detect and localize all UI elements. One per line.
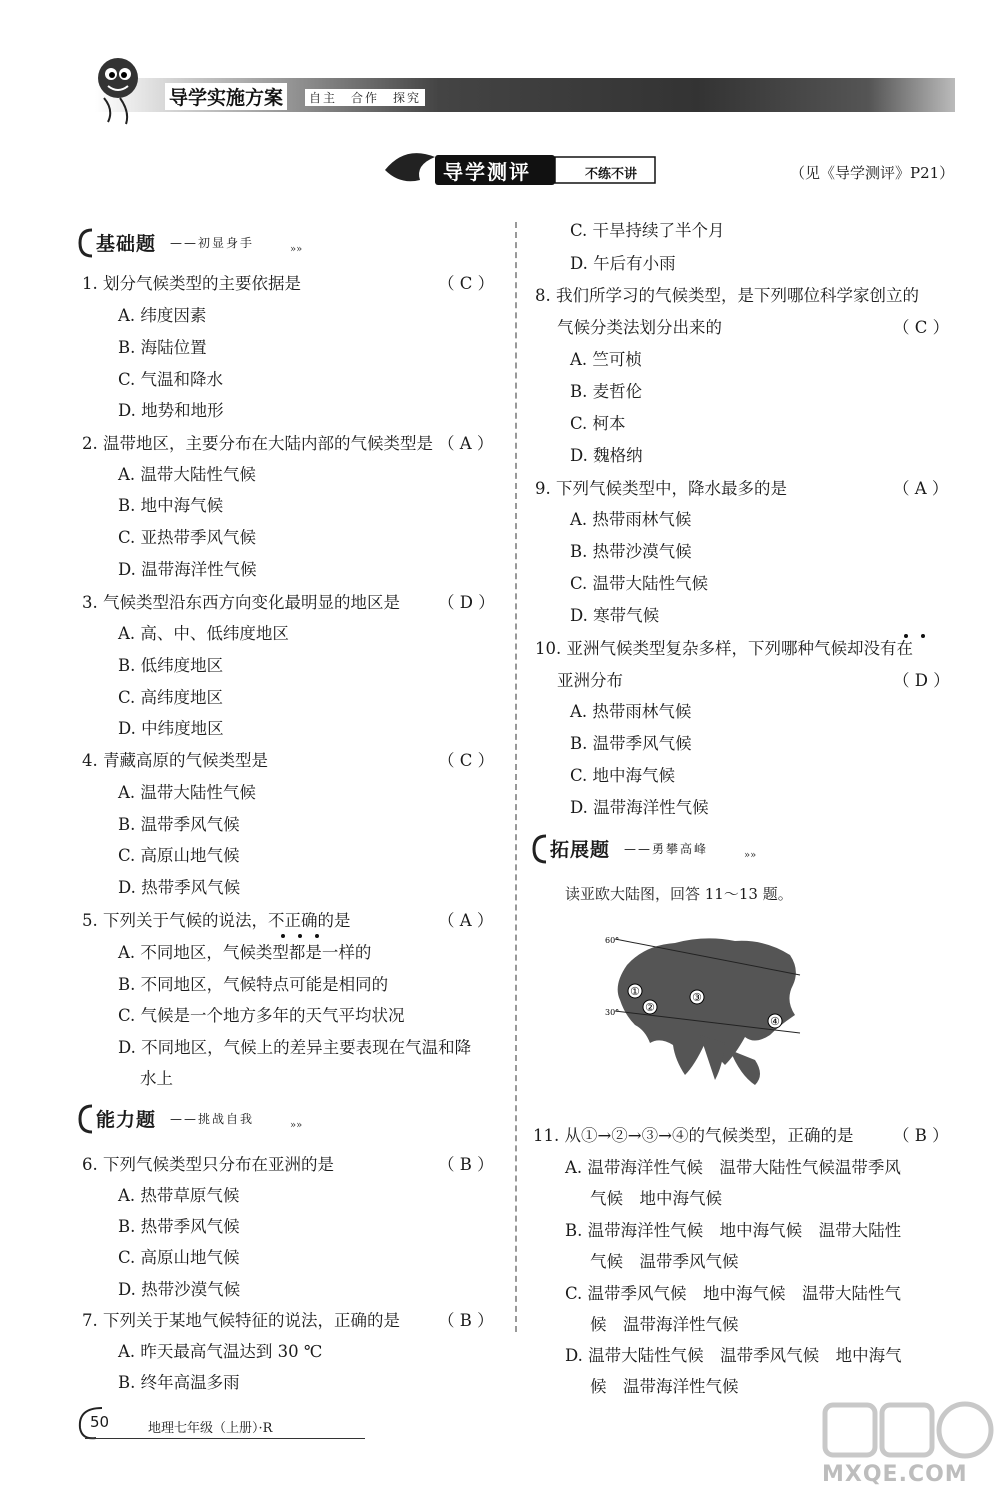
- question-answer: （ D ）: [893, 671, 950, 690]
- option: A. 温带大陆性气候: [118, 783, 256, 802]
- option: C. 高原山地气候: [118, 1248, 240, 1267]
- svg-text:»»: »»: [290, 244, 303, 255]
- map-marker-2: ②: [645, 1001, 655, 1014]
- question-stem: 10. 亚洲气候类型复杂多样，下列哪种气候却没有在: [535, 639, 913, 658]
- question-stem: 9. 下列气候类型中，降水最多的是: [535, 479, 787, 498]
- footer-rule: [85, 1438, 365, 1439]
- section-basic: [78, 226, 318, 260]
- option: B. 热带季风气候: [118, 1217, 240, 1236]
- option: B. 温带季风气候: [570, 734, 692, 753]
- question-stem: 4. 青藏高原的气候类型是: [82, 751, 268, 770]
- option: A. 热带草原气候: [118, 1186, 240, 1205]
- option: D. 温带海洋性气候: [570, 798, 709, 817]
- option: C. 高纬度地区: [118, 688, 224, 707]
- section-title: 能力题: [96, 1109, 157, 1131]
- option-continued: 气候 地中海气候: [590, 1189, 722, 1208]
- question-answer: （ D ）: [438, 593, 495, 612]
- banner-title: 导学测评: [443, 160, 531, 184]
- option: B. 海陆位置: [118, 338, 207, 357]
- option: B. 不同地区，气候特点可能是相同的: [118, 975, 389, 994]
- question-answer: （ B ）: [438, 1311, 494, 1330]
- question-answer: （ C ）: [893, 318, 950, 337]
- map-marker-4: ④: [770, 1015, 780, 1028]
- emphasis-dot: [904, 634, 908, 638]
- question-answer: （ A ）: [438, 434, 494, 453]
- option: A. 竺可桢: [570, 350, 642, 369]
- page-number: 50: [90, 1413, 110, 1431]
- section-title: 基础题: [96, 233, 157, 255]
- option: A. 热带雨林气候: [570, 702, 692, 721]
- option: A. 昨天最高气温达到 30 ℃: [118, 1342, 323, 1361]
- question-stem: 6. 下列气候类型只分布在亚洲的是: [82, 1155, 334, 1174]
- reference-note: （见《导学测评》P21）: [790, 164, 955, 182]
- option: D. 中纬度地区: [118, 719, 224, 738]
- header-title: 导学实施方案: [165, 83, 287, 110]
- section-subtitle: ——挑战自我: [170, 1112, 255, 1126]
- option: D. 热带季风气候: [118, 878, 241, 897]
- option: A. 温带大陆性气候: [118, 465, 256, 484]
- header-subtitle: 自主 合作 探究: [305, 89, 425, 106]
- question-answer: （ C ）: [438, 751, 495, 770]
- option: D. 不同地区，气候上的差异主要表现在气温和降: [118, 1038, 472, 1057]
- option: C. 温带季风气候 地中海气候 温带大陆性气: [565, 1284, 902, 1303]
- question-stem: 7. 下列关于某地气候特征的说法，正确的是: [82, 1311, 400, 1330]
- option: A. 温带海洋性气候 温带大陆性气候温带季风: [565, 1158, 901, 1177]
- option: D. 温带大陆性气候 温带季风气候 地中海气: [565, 1346, 902, 1365]
- option: B. 低纬度地区: [118, 656, 224, 675]
- column-divider: [515, 222, 517, 1332]
- mascot-icon: [80, 50, 160, 130]
- latitude-label-30: 30°: [605, 1008, 620, 1017]
- question-answer: （ A ）: [438, 911, 494, 930]
- latitude-label-60: 60°: [605, 936, 620, 945]
- option: D. 午后有小雨: [570, 254, 676, 273]
- footer-book-title: 地理七年级（上册）·R: [148, 1421, 273, 1436]
- option: C. 柯本: [570, 414, 626, 433]
- option: D. 寒带气候: [570, 606, 660, 625]
- question-stem: 2. 温带地区，主要分布在大陆内部的气候类型是: [82, 434, 433, 453]
- option: B. 麦哲伦: [570, 382, 643, 401]
- option: C. 气温和降水: [118, 370, 224, 389]
- map-marker-3: ③: [692, 991, 702, 1004]
- option: C. 亚热带季风气候: [118, 528, 257, 547]
- question-stem: 5. 下列关于气候的说法，不正确的是: [82, 911, 351, 930]
- section-title: 拓展题: [550, 839, 611, 861]
- option-continued: 气候 温带季风气候: [590, 1252, 739, 1271]
- question-stem-continued: 亚洲分布: [557, 671, 623, 690]
- emphasis-dot: [298, 934, 302, 938]
- emphasis-dot: [281, 934, 285, 938]
- question-stem: 11. 从①→②→③→④的气候类型，正确的是: [533, 1126, 854, 1145]
- section-extend: [532, 832, 772, 866]
- question-answer: （ A ）: [893, 479, 949, 498]
- question-answer: （ B ）: [438, 1155, 494, 1174]
- option: A. 不同地区，气候类型都是一样的: [118, 943, 372, 962]
- option: A. 纬度因素: [118, 306, 207, 325]
- section-ability: [78, 1102, 318, 1136]
- question-stem: 1. 划分气候类型的主要依据是: [82, 274, 301, 293]
- emphasis-dot: [315, 934, 319, 938]
- option: B. 地中海气候: [118, 496, 224, 515]
- watermark-text: MXQE.COM: [822, 1462, 968, 1487]
- question-stem-continued: 气候分类法划分出来的: [557, 318, 722, 337]
- banner-subtitle: 不练不讲: [585, 167, 638, 182]
- map-intro: 读亚欧大陆图，回答 11～13 题。: [565, 885, 793, 903]
- emphasis-dot: [921, 634, 925, 638]
- option-continued: 候 温带海洋性气候: [590, 1377, 739, 1396]
- question-answer: （ C ）: [438, 274, 495, 293]
- section-subtitle: ——勇攀高峰: [624, 842, 709, 856]
- option: D. 魏格纳: [570, 446, 643, 465]
- option: A. 热带雨林气候: [570, 510, 692, 529]
- question-stem: 3. 气候类型沿东西方向变化最明显的地区是: [82, 593, 400, 612]
- option: C. 地中海气候: [570, 766, 676, 785]
- option: C. 温带大陆性气候: [570, 574, 709, 593]
- option: C. 气候是一个地方多年的天气平均状况: [118, 1006, 405, 1025]
- option: D. 热带沙漠气候: [118, 1280, 241, 1299]
- question-stem: 8. 我们所学习的气候类型，是下列哪位科学家创立的: [535, 286, 919, 305]
- option: C. 高原山地气候: [118, 846, 240, 865]
- map-marker-1: ①: [630, 985, 640, 998]
- option-continued: 候 温带海洋性气候: [590, 1315, 739, 1334]
- question-answer: （ B ）: [893, 1126, 949, 1145]
- option: B. 温带季风气候: [118, 815, 240, 834]
- svg-text:»»: »»: [744, 850, 757, 861]
- option: B. 温带海洋性气候 地中海气候 温带大陆性: [565, 1221, 902, 1240]
- option: B. 终年高温多雨: [118, 1373, 240, 1392]
- option: A. 高、中、低纬度地区: [118, 624, 289, 643]
- option: D. 地势和地形: [118, 401, 224, 420]
- option: D. 温带海洋性气候: [118, 560, 257, 579]
- svg-text:»»: »»: [290, 1120, 303, 1131]
- section-subtitle: ——初显身手: [170, 236, 255, 250]
- option: C. 干旱持续了半个月: [570, 221, 725, 240]
- option-continued: 水上: [140, 1069, 173, 1088]
- eurasia-map: [605, 925, 805, 1110]
- option: B. 热带沙漠气候: [570, 542, 692, 561]
